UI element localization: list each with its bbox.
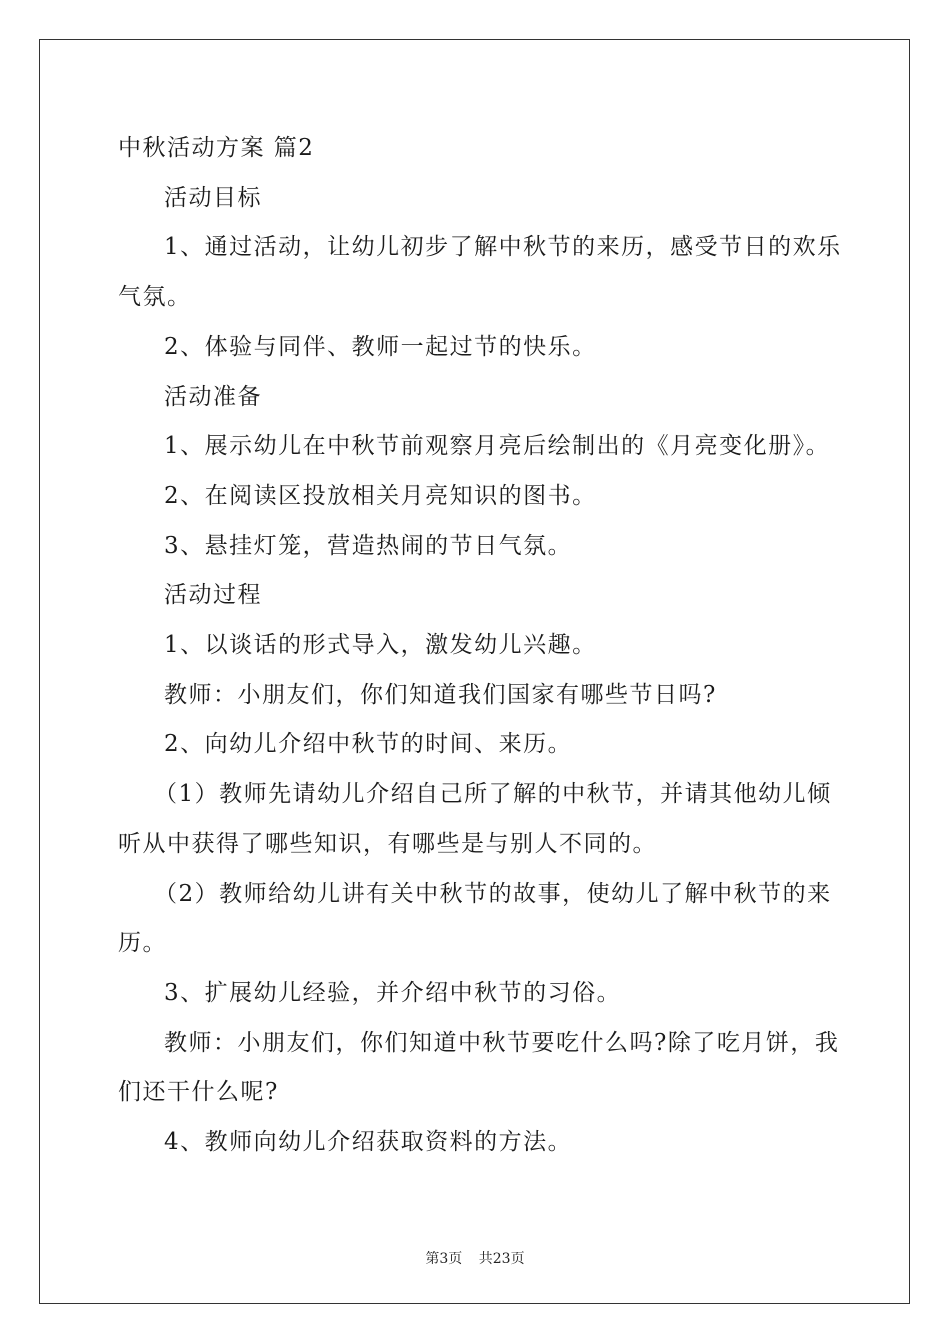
paragraph-line: 2、体验与同伴、教师一起过节的快乐。 <box>164 333 597 360</box>
section-heading-preparation: 活动准备 <box>164 383 262 410</box>
page-footer <box>0 1248 950 1268</box>
paragraph-line: 1、展示幼儿在中秋节前观察月亮后绘制出的《月亮变化册》。 <box>164 433 831 460</box>
paragraph-line: 2、向幼儿介绍中秋节的时间、来历。 <box>164 731 573 758</box>
paragraph-line: 教师：小朋友们，你们知道我们国家有哪些节日吗? <box>164 681 717 708</box>
paragraph-line: 3、扩展幼儿经验，并介绍中秋节的习俗。 <box>164 979 622 1006</box>
paragraph-line: 3、悬挂灯笼，营造热闹的节日气氛。 <box>164 532 573 559</box>
paragraph-line: 历。 <box>118 930 167 957</box>
document-body <box>118 124 842 1168</box>
paragraph-line: 气氛。 <box>118 284 192 311</box>
paragraph-line: 听从中获得了哪些知识，有哪些是与别人不同的。 <box>118 830 657 857</box>
document-title: 中秋活动方案 篇2 <box>118 135 315 161</box>
page-number: 第3页 <box>425 1251 463 1267</box>
paragraph-line: 1、通过活动，让幼儿初步了解中秋节的来历，感受节日的欢乐 <box>164 234 842 261</box>
paragraph-line: 2、在阅读区投放相关月亮知识的图书。 <box>164 482 597 509</box>
section-heading-goals: 活动目标 <box>164 184 262 211</box>
paragraph-line: 4、教师向幼儿介绍获取资料的方法。 <box>164 1129 573 1156</box>
page-total: 共23页 <box>478 1251 525 1267</box>
paragraph-line: 1、以谈话的形式导入，激发幼儿兴趣。 <box>164 632 597 659</box>
paragraph-line: （1）教师先请幼儿介绍自己所了解的中秋节，并请其他幼儿倾 <box>154 781 832 808</box>
paragraph-line: 们还干什么呢? <box>118 1079 279 1106</box>
section-heading-process: 活动过程 <box>164 582 262 609</box>
paragraph-line: （2）教师给幼儿讲有关中秋节的故事，使幼儿了解中秋节的来 <box>154 880 832 907</box>
paragraph-line: 教师：小朋友们，你们知道中秋节要吃什么吗?除了吃月饼，我 <box>164 1029 840 1056</box>
